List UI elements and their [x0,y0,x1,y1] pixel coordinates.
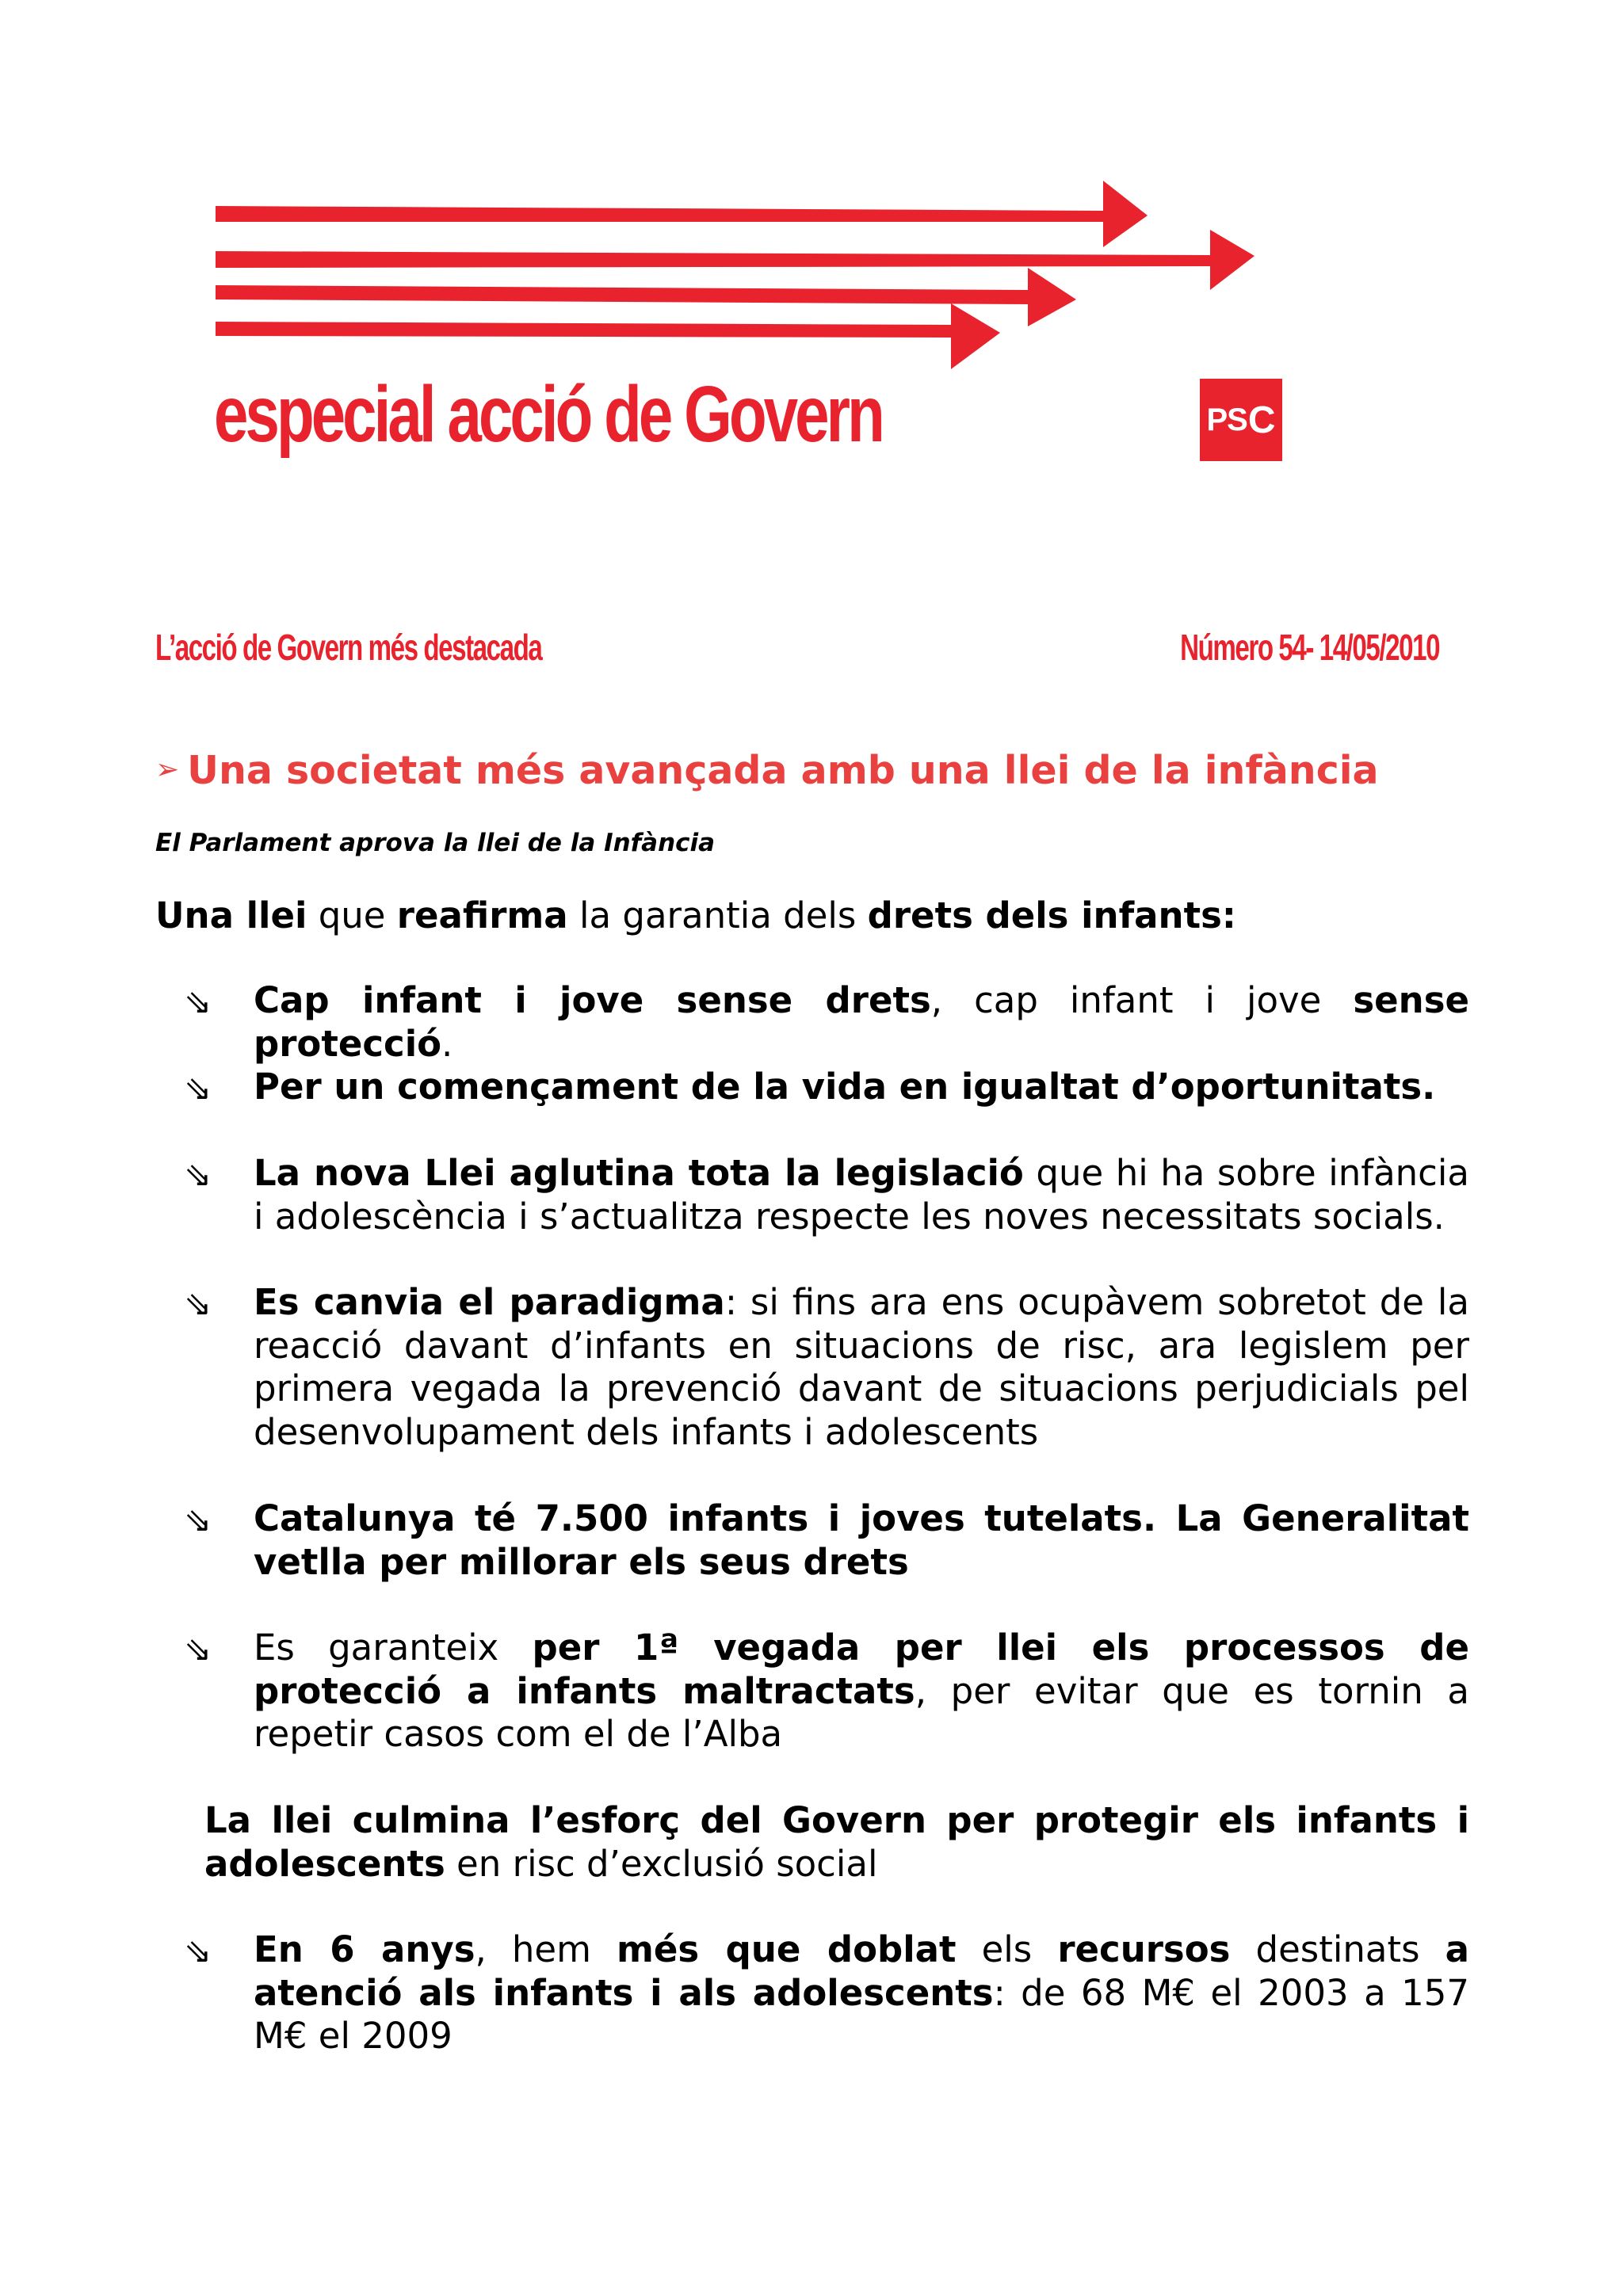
arrows-graphic [208,174,1262,380]
section-label: L’acció de Govern més destacada [155,627,542,668]
item-bold: a atenció als infants i als adolescents [254,1928,1469,2014]
down-right-arrow-icon: ⇘ [184,1155,212,1194]
logo-text-ps: PS [1206,402,1247,437]
item-bold: per 1ª vegada per llei els processos de protecció a infants maltractats [254,1627,1469,1712]
item-text: , cap infant i jove [930,979,1354,1021]
down-right-arrow-icon: ⇘ [184,1284,212,1323]
item-bold: Cap infant i jove sense drets [254,979,931,1021]
arrow-2 [216,230,1254,290]
item-text: destinats [1230,1928,1445,1970]
item-bold: Per un començament de la vida en igualtat d’oportunitats. [254,1066,1436,1108]
list-item [184,1497,1469,1584]
item-bold: En 6 anys [254,1928,475,1970]
list-item [184,979,1469,1066]
item-text: . [441,1022,453,1065]
issue-number-date: Número 54- 14/05/2010 [1180,627,1439,668]
lead-bold-1: Una llei [155,894,307,936]
logo-text-c: C [1247,399,1276,441]
item-bold: Catalunya té 7.500 infants i joves tutelats. La Generalitat vetlla per millorar els seus drets [254,1497,1469,1583]
item-bold: més que doblat [617,1928,957,1970]
subtitle: El Parlament aprova la llei de la Infància [155,829,716,857]
item-bold: sense protecció [254,979,1470,1065]
item-text: Es garanteix [254,1627,533,1669]
down-right-arrow-icon: ⇘ [184,982,212,1021]
lead-text-1: que [307,894,397,936]
closing-bold: La llei culmina l’esforç del Govern per protegir els infants i adolescents [204,1799,1469,1885]
psc-logo [1200,379,1282,461]
closing-text: en risc d’exclusió social [445,1842,878,1885]
list-item [184,1928,1469,2058]
item-text: els [956,1928,1058,1970]
list-item [184,1066,1469,1109]
lead-sentence [155,894,1236,938]
headline [155,748,1379,793]
list-item [184,1281,1469,1454]
lead-bold-2: reafirma [396,894,568,936]
headline-text: Una societat més avançada amb una llei de la infància [187,748,1379,793]
item-text: : si fins ara ens ocupàvem sobretot de la reacció davant d’infants en situacions de risc, ara legislem per primera vegada la prevenció davant de situacions perjudicials pel desenvolupament dels infants i adolescents [254,1281,1469,1453]
closing-paragraph [204,1799,1469,1886]
arrow-4 [216,303,1000,369]
down-right-arrow-icon: ⇘ [184,1932,212,1970]
item-text: que hi ha sobre infància i adolescència i s’actualitza respecte les noves necessitats socials. [254,1152,1469,1238]
list-item [184,1627,1469,1756]
item-text: , per evitar que es tornin a repetir casos com el de l’Alba [254,1669,1469,1755]
item-text: : de 68 M€ el 2003 a 157 M€ el 2009 [254,1971,1469,2057]
down-right-arrow-icon: ⇘ [184,1630,212,1669]
item-bold: Es canvia el paradigma [254,1281,725,1323]
arrow-1 [216,181,1148,247]
down-right-arrow-icon: ⇘ [184,1069,212,1108]
item-bold: La nova Llei aglutina tota la legislació [254,1152,1024,1194]
list-item [184,1152,1469,1238]
lead-bold-3: drets dels infants: [867,894,1236,936]
arrow-3 [216,268,1076,326]
item-text: , hem [475,1928,617,1970]
down-right-arrow-icon: ⇘ [184,1501,212,1539]
item-bold: recursos [1057,1928,1231,1970]
lead-text-2: la garantia dels [567,894,868,936]
arrowhead-bullet-icon: ➢ [155,753,180,786]
masthead-title: especial acció de Govern [214,370,882,459]
